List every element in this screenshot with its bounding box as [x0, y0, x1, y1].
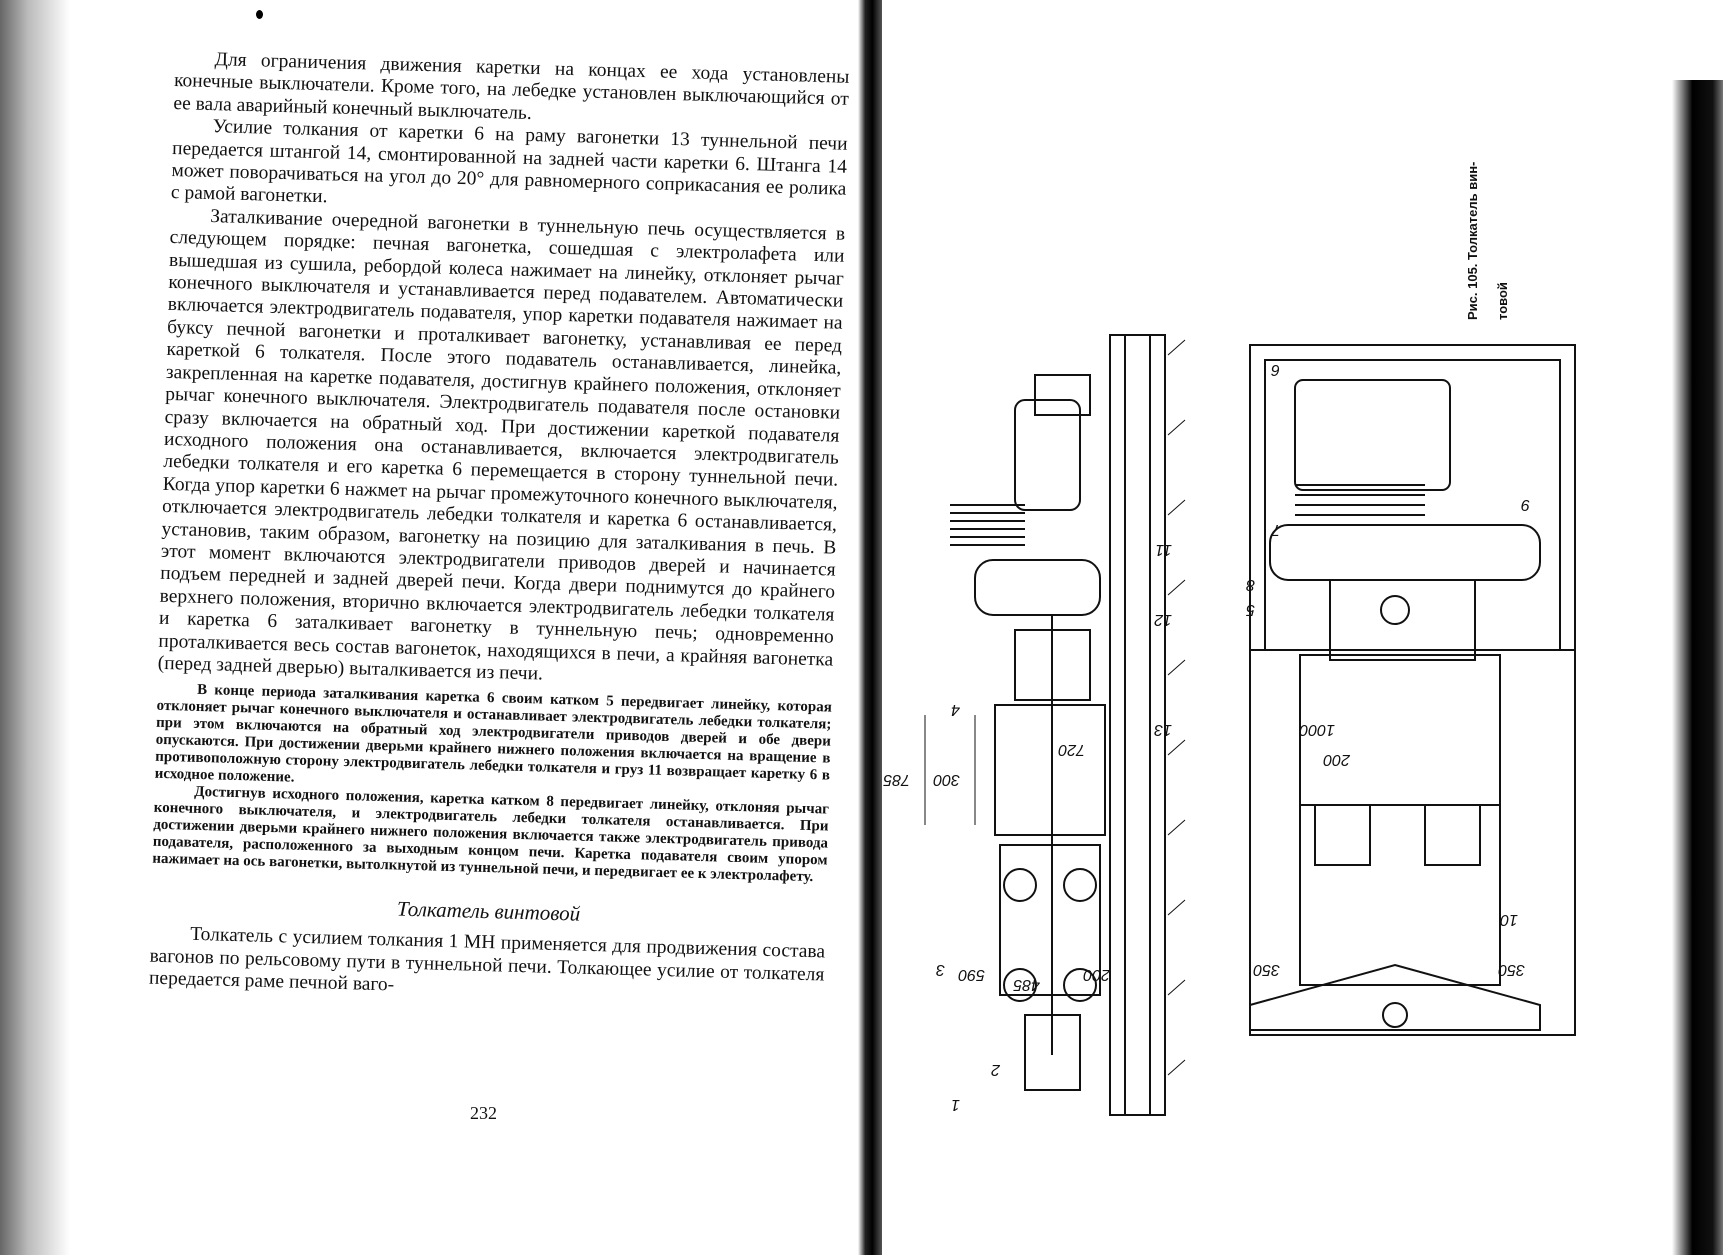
wheel — [1064, 869, 1096, 901]
dimension-label: 1000 — [1299, 721, 1335, 738]
caption-line: Рис. 105. Толкатель вин- — [1465, 161, 1480, 320]
frame-section — [1300, 805, 1500, 985]
technical-drawing — [883, 325, 1600, 1125]
small-paragraph: В конце периода заталкивания каретка 6 своим катком 5 передвигает линейку, которая отклоняет рычаг конечного выключателя и останавливает электродвигатель лебедки толкателя; при этом включаются на обратный ход электродвигатели приводов дверей и обе двери опускаются. При достижении дверьми крайнего нижнего положения включается на вращение в противоположную сторону электродвигатель лебедки толкателя и груз 11 возвращает каретку 6 в исходное положение. — [154, 682, 833, 786]
callout-label: 11 — [1155, 541, 1172, 558]
dimension-label: 350 — [1498, 961, 1525, 978]
dimension-label: 200 — [1083, 966, 1110, 983]
gearbox — [1035, 375, 1090, 415]
dimension-label: 200 — [1323, 751, 1350, 768]
callout-label: 9 — [1521, 496, 1530, 513]
push-plate — [1250, 965, 1540, 1030]
pivot — [1383, 1003, 1407, 1027]
winch-drum — [975, 560, 1100, 615]
cooling-fins — [950, 505, 1025, 545]
dimension-label: 590 — [958, 966, 985, 983]
caption-line: товой — [1495, 282, 1510, 320]
frame-section — [995, 705, 1105, 835]
page-number: 232 — [470, 1103, 497, 1123]
dimension-label: 300 — [933, 771, 960, 788]
drawing-labels — [883, 361, 1530, 1113]
wall-hatching — [1168, 340, 1185, 1075]
small-paragraph: Достигнув исходного положения, каретка катком 8 передвигает линейку, отклоняя рычаг конечного выключателя, и электродвигатель лебедки толкателя останавливается. При достижении дверьми крайнего нижнего положения включается также электродвигатель привода подавателя, расположенного за выходным концом печи. Каретка подавателя своим упором нажимает на ось вагонетки, вытолкнутой из туннельной печи, и передвигает ее к электролафету. — [152, 784, 830, 886]
callout-label: 8 — [1246, 576, 1255, 593]
callout-label: 4 — [951, 701, 960, 718]
paragraph: Заталкивание очередной вагонетки в туннельную печь осуществляется в следующем порядке: печная вагонетка, сошедшая с электролафета или вышедшая из сушила, ребордой колеса нажимает на линейку, отклоняет рычаг конечного выключателя и устанавливается перед подавателем. Автоматически включается электродвигатель подавателя, упор каретки подавателя нажимает на буксу печной вагонетки и проталкивает вагонетку, устанавливая ее перед кареткой 6 толкателя. После этого подаватель останавливается, линейка, закрепленная на каретке подавателя, достигнув крайнего положения, отклоняет рычаг конечного выключателя. Электродвигатель подавателя после остановки сразу включается на обратный ход. При достижении кареткой подавателя исходного положения она останавливается, включается электродвигатель лебедки толкателя и его каретка 6 перемещается в сторону туннельной печи. Когда упор каретки 6 нажмет на рычаг промежуточного конечного выключателя, отключается электродвигатель лебедки толкателя и каретка 6 останавливается, установив, таким образом, вагонетку на позицию для заталкивания в печь. В этот момент включаются электродвигатели приводов дверей и начинается подъем передней и задней дверей печи. Когда двери поднимутся до крайнего верхнего положения, вторично включается электродвигатель лебедки толкателя и каретка 6 заталкивает вагонетку в туннельную печь; одновременно проталкивается весь состав вагонеток, находящихся в печи, а крайняя вагонетка (перед задней дверью) выталкивается из печи. — [157, 205, 846, 685]
drive-unit — [1315, 805, 1370, 865]
callout-label: 7 — [1271, 521, 1280, 538]
paragraph: Толкатель с усилием толкания 1 МН применяется для продвижения состава вагонов по рельсовому пути в туннельной печи. Толкающее усилие от толкателя передается раме печной ваго- — [148, 924, 826, 996]
motor — [1015, 400, 1080, 510]
callout-label: 12 — [1154, 611, 1172, 628]
dimension-label: 485 — [1013, 976, 1040, 993]
dimension-label: 785 — [883, 771, 910, 788]
callout-label: 13 — [1154, 721, 1172, 738]
body-text — [149, 48, 850, 1009]
paragraph: Усилие толкания от каретки 6 на раму вагонетки 13 туннельной печи передается штангой 14, смонтированной на задней части каретки 6. Штанга 14 может поворачиваться на угол до 20° для равномерного соприкасания ее ролика с рамой вагонетки. — [170, 116, 848, 208]
callout-label: 10 — [1500, 911, 1518, 928]
carriage — [1330, 580, 1475, 660]
scan-shadow-right — [1672, 80, 1723, 1255]
section-heading: Толкатель винтовой — [396, 896, 581, 927]
plan-view-frame — [1250, 345, 1575, 1035]
winch-drum — [1270, 525, 1540, 580]
wheel — [1004, 869, 1036, 901]
callout-label: 2 — [991, 1061, 1000, 1078]
pivot — [1381, 596, 1409, 624]
callout-label: 1 — [951, 1096, 960, 1113]
drive-unit — [1425, 805, 1480, 865]
ink-dot — [256, 10, 263, 19]
callout-label: 6 — [1271, 361, 1280, 378]
dimension-label: 350 — [1253, 961, 1280, 978]
callout-label: 3 — [936, 961, 945, 978]
callout-label: 5 — [1246, 601, 1255, 618]
dimension-label: 720 — [1058, 741, 1085, 758]
motor — [1295, 380, 1450, 490]
paragraph: Для ограничения движения каретки на концах ее хода установлены конечные выключатели. Кроме того, на лебедке установлен выключающийся от ее вала аварийный конечный выключатель. — [173, 49, 850, 124]
scan-shadow-left — [0, 0, 70, 1255]
